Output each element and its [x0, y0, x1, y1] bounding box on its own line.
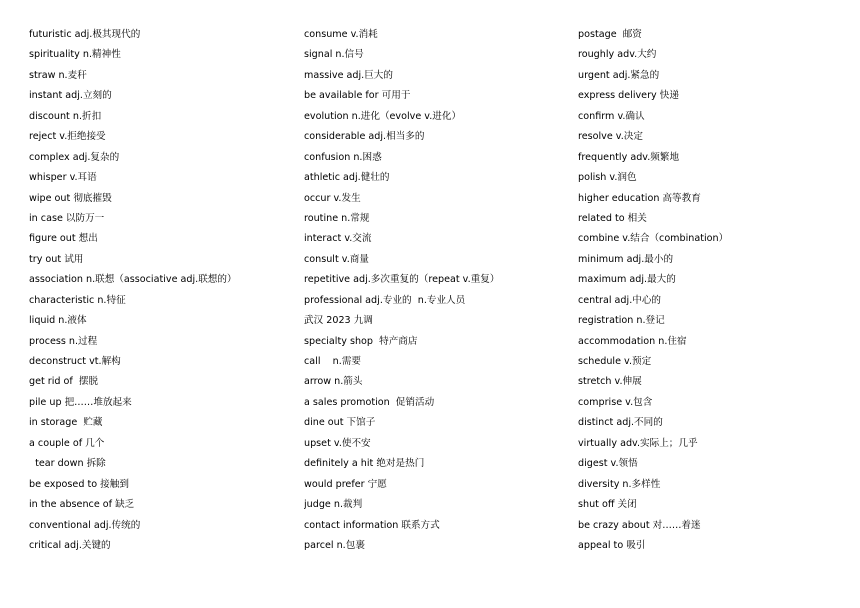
vocabulary-entry: urgent adj.紧急的 [578, 69, 660, 81]
vocabulary-entry: would prefer 宁愿 [304, 478, 387, 490]
vocabulary-entry: call n.需要 [304, 356, 362, 367]
vocabulary-entry: futuristic adj.极其现代的 [29, 29, 141, 40]
vocabulary-entry: considerable adj.相当多的 [304, 131, 425, 143]
vocabulary-entry: get rid of 摆脱 [29, 376, 99, 388]
vocabulary-entry: wipe out 彻底摧毁 [29, 192, 112, 204]
vocabulary-entry: confusion n.困惑 [304, 151, 382, 163]
vocabulary-entry: accommodation n.住宿 [578, 335, 687, 347]
vocabulary-entry: appeal to 吸引 [578, 539, 646, 551]
vocabulary-entry: association n.联想（associative adj.联想的） [29, 274, 237, 286]
vocabulary-entry: arrow n.箭头 [304, 376, 363, 388]
vocabulary-entry: reject v.拒绝接受 [29, 131, 106, 143]
vocabulary-entry: critical adj.关键的 [29, 539, 111, 551]
vocabulary-entry: virtually adv.实际上；几乎 [578, 437, 698, 449]
vocabulary-entry: upset v.使不安 [304, 437, 371, 449]
vocabulary-column-2 [304, 27, 574, 558]
vocabulary-entry: polish v.润色 [578, 172, 637, 184]
vocabulary-entry: roughly adv.大约 [578, 49, 657, 61]
vocabulary-entry: conventional adj.传统的 [29, 519, 141, 531]
vocabulary-entry: professional adj.专业的 n.专业人员 [304, 294, 466, 306]
vocabulary-entry: try out 试用 [29, 253, 84, 265]
vocabulary-entry: pile up 把……堆放起来 [29, 396, 132, 408]
vocabulary-entry: central adj.中心的 [578, 294, 662, 306]
vocabulary-entry: combine v.结合（combination） [578, 233, 729, 245]
vocabulary-entry: routine n.常规 [304, 212, 370, 224]
vocabulary-entry: consume v.消耗 [304, 29, 378, 40]
vocabulary-entry: complex adj.复杂的 [29, 151, 120, 163]
vocabulary-entry: evolution n.进化（evolve v.进化） [304, 110, 462, 122]
vocabulary-entry: instant adj.立刻的 [29, 90, 112, 102]
vocabulary-entry: 武汉 2023 九调 [304, 315, 373, 327]
vocabulary-entry: discount n.折扣 [29, 110, 102, 122]
vocabulary-entry: distinct adj.不同的 [578, 417, 663, 429]
vocabulary-entry: spirituality n.精神性 [29, 49, 121, 61]
vocabulary-entry: diversity n.多样性 [578, 478, 661, 490]
vocabulary-entry: a sales promotion 促销活动 [304, 396, 435, 408]
vocabulary-entry: characteristic n.特征 [29, 294, 126, 306]
vocabulary-entry: stretch v.伸展 [578, 376, 642, 388]
vocabulary-entry: parcel n.包裹 [304, 539, 365, 551]
vocabulary-entry: definitely a hit 绝对是热门 [304, 458, 425, 470]
vocabulary-entry: occur v.发生 [304, 192, 361, 204]
vocabulary-entry: be exposed to 接触到 [29, 478, 129, 490]
vocabulary-entry: deconstruct vt.解构 [29, 356, 121, 367]
vocabulary-entry: judge n.裁判 [304, 499, 363, 511]
vocabulary-column-1 [29, 27, 299, 558]
vocabulary-entry: massive adj.巨大的 [304, 69, 393, 81]
vocabulary-entry: dine out 下馆子 [304, 417, 376, 429]
vocabulary-entry: digest v.领悟 [578, 458, 638, 470]
vocabulary-entry: confirm v.确认 [578, 110, 645, 122]
vocabulary-entry: frequently adv.频繁地 [578, 151, 680, 163]
vocabulary-entry: tear down 拆除 [29, 458, 106, 470]
vocabulary-entry: a couple of 几个 [29, 437, 105, 449]
vocabulary-entry: athletic adj.健壮的 [304, 172, 390, 184]
vocabulary-entry: express delivery 快递 [578, 90, 679, 102]
vocabulary-entry: maximum adj.最大的 [578, 274, 676, 286]
vocabulary-entry: contact information 联系方式 [304, 519, 440, 531]
vocabulary-entry: repetitive adj.多次重复的（repeat v.重复） [304, 274, 500, 286]
vocabulary-entry: registration n.登记 [578, 315, 665, 327]
vocabulary-entry: comprise v.包含 [578, 396, 653, 408]
vocabulary-entry: figure out 想出 [29, 233, 98, 245]
vocabulary-entry: shut off 关闭 [578, 499, 637, 511]
vocabulary-entry: postage 邮资 [578, 29, 642, 40]
vocabulary-entry: minimum adj.最小的 [578, 253, 674, 265]
vocabulary-entry: straw n.麦秆 [29, 69, 87, 81]
vocabulary-entry: process n.过程 [29, 335, 98, 347]
vocabulary-entry: whisper v.耳语 [29, 172, 97, 184]
vocabulary-entry: be crazy about 对……着迷 [578, 519, 701, 531]
vocabulary-entry: in the absence of 缺乏 [29, 499, 135, 511]
vocabulary-entry: in case 以防万一 [29, 212, 105, 224]
vocabulary-entry: consult v.商量 [304, 253, 369, 265]
vocabulary-entry: related to 相关 [578, 212, 647, 224]
vocabulary-entry: signal n.信号 [304, 49, 364, 61]
vocabulary-entry: specialty shop 特产商店 [304, 335, 418, 347]
vocabulary-entry: resolve v.决定 [578, 131, 643, 143]
vocabulary-entry: higher education 高等教育 [578, 192, 701, 204]
vocabulary-entry: schedule v.预定 [578, 356, 652, 367]
vocabulary-entry: in storage 贮藏 [29, 417, 103, 429]
vocabulary-entry: liquid n.液体 [29, 315, 87, 327]
vocabulary-entry: interact v.交流 [304, 233, 372, 245]
vocabulary-column-3 [578, 27, 848, 558]
vocabulary-entry: be available for 可用于 [304, 90, 411, 102]
